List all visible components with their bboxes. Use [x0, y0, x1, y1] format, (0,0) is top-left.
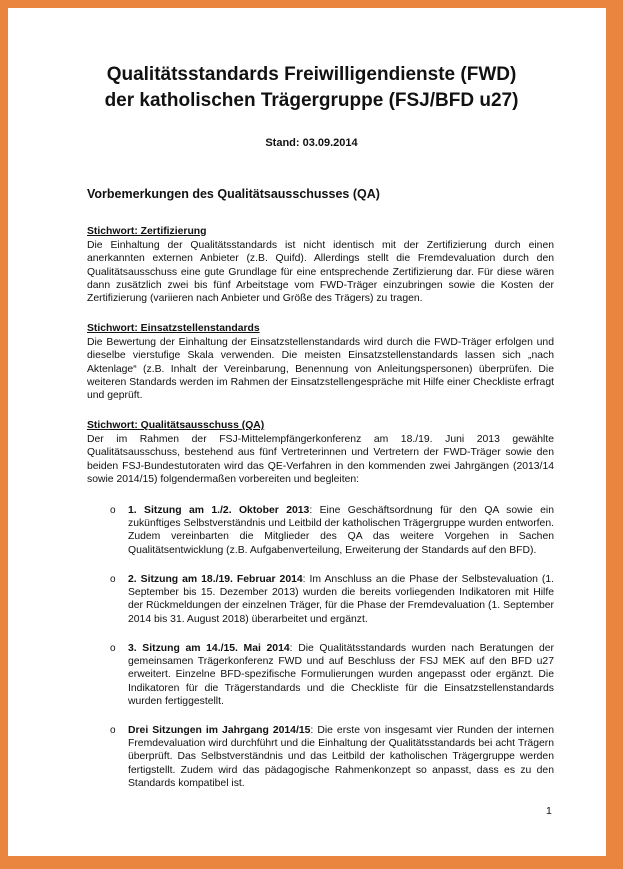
list-item: [110, 504, 554, 557]
list-item: [110, 642, 554, 708]
block-text: Der im Rahmen der FSJ-Mittelempfängerkonferenz am 18./19. Juni 2013 gewählte Qualitätsausschuss, bestehend aus fünf Vertreterinnen und Vertretern der FWD-Träger sowie den beiden FSJ-Bundestutoraten wird das QE-Verfahren in den kommenden zwei Jahrgängen (2013/14 sowie 2014/15) folgendermaßen vorbereiten und begleiten:: [87, 434, 554, 485]
title-line-2: der katholischen Trägergruppe (FSJ/BFD u27): [104, 90, 519, 111]
item-text: : Die erste von insgesamt vier Runden der internen Fremdevaluation wird durchführt und die Einhaltung der Qualitätsstandards bei acht Trägern überprüft. Das Selbstverständnis und das Leitbild der katholischen Trägergruppe werden fertigstellt. Zudem wird das pädagogische Rahmenkonzept so anpasst, dass es zu den Standards kompatibel ist.: [128, 725, 554, 789]
section-heading: Vorbemerkungen des Qualitätsausschusses (QA): [87, 187, 380, 201]
block-zertifizierung: [87, 225, 554, 305]
item-text: : Eine Geschäftsordnung für den QA sowie ein zukünftiges Selbstverständnis und Leitbild der katholischen Trägergruppe wurden entworfen. Zudem vereinbarten die Mitglieder des QA das weitere Vorgehen in Sachen Qualitätsentwicklung (z.B. Aufgabenverteilung, Erweiterung der Standards auf den BFD).: [128, 505, 554, 556]
block-einsatzstellenstandards: [87, 322, 554, 402]
title-line-1: Qualitätsstandards Freiwilligendienste (FWD): [106, 64, 517, 85]
stand-date: Stand: 03.09.2014: [265, 137, 358, 149]
item-bold: 3. Sitzung am 14./15. Mai 2014: [128, 643, 290, 654]
list-item: [110, 573, 554, 626]
item-bold: 1. Sitzung am 1./2. Oktober 2013: [128, 505, 310, 516]
bullet-icon: o: [110, 643, 116, 654]
block-text: Die Einhaltung der Qualitätsstandards ist nicht identisch mit der Zertifizierung durch einen anerkannten externen Anbieter (z.B. Quifd). Allerdings stellt die Fremdevaluation durch den Qualitätsausschuss eine gute Grundlage für eine entsprechende Zertifizierung dar. Für diese wären dann zusätzlich zwei bis fünf Arbeitstage vom FWD-Träger einzubringen sowie die Kosten der Zertifizierung (variieren nach Anbieter und Größe des Trägers) zu tragen.: [87, 240, 554, 305]
bullet-icon: o: [110, 574, 116, 585]
block-heading: Stichwort: Zertifizierung: [87, 226, 207, 237]
list-item: [110, 724, 554, 790]
item-bold: Drei Sitzungen im Jahrgang 2014/15: [128, 725, 311, 736]
block-heading: Stichwort: Einsatzstellenstandards: [87, 323, 260, 334]
block-qualitaetsausschuss: [87, 419, 554, 486]
bullet-icon: o: [110, 725, 116, 736]
item-text: : Im Anschluss an die Phase der Selbstevaluation (1. September bis 15. Dezember 2013) wurden die bereits vorliegenden Indikatoren mit Hilfe der Rückmeldungen der einzelnen Träger, für die Phase der Fremdevaluation (1. September 2014 bis 31. August 2018) überarbeitet und ergänzt.: [128, 574, 554, 625]
page-number: 1: [546, 805, 552, 817]
item-text: : Die Qualitätsstandards wurden nach Beratungen der gemeinsamen Trägerkonferenz FWD und auf Beschluss der FSJ MEK auf den BFD u27 erweitert. Einzelne BFD-spezifische Formulierungen wurden angepasst oder ergänzt. Die Indikatoren für die Trägerstandards und die Checkliste für die Einsatzstellenstandards wurden fertiggestellt.: [128, 643, 555, 707]
item-bold: 2. Sitzung am 18./19. Februar 2014: [128, 574, 303, 585]
document-title: [0, 62, 623, 114]
block-text: Die Bewertung der Einhaltung der Einsatzstellenstandards wird durch die FWD-Träger erfolgen und dieselbe vierstufige Skala verwenden. Die meisten Einsatzstellenstandards lassen sich „nach Aktenlage“ (z.B. Inhalt der Vereinbarung, Benennung von Anleitungspersonen) überprüfen. Die weiteren Standards werden im Rahmen der Einsatzstellengespräche mit Hilfe einer Checkliste erfragt und geprüft.: [87, 337, 554, 402]
block-heading: Stichwort: Qualitätsausschuss (QA): [87, 420, 265, 431]
bullet-icon: o: [110, 505, 116, 516]
